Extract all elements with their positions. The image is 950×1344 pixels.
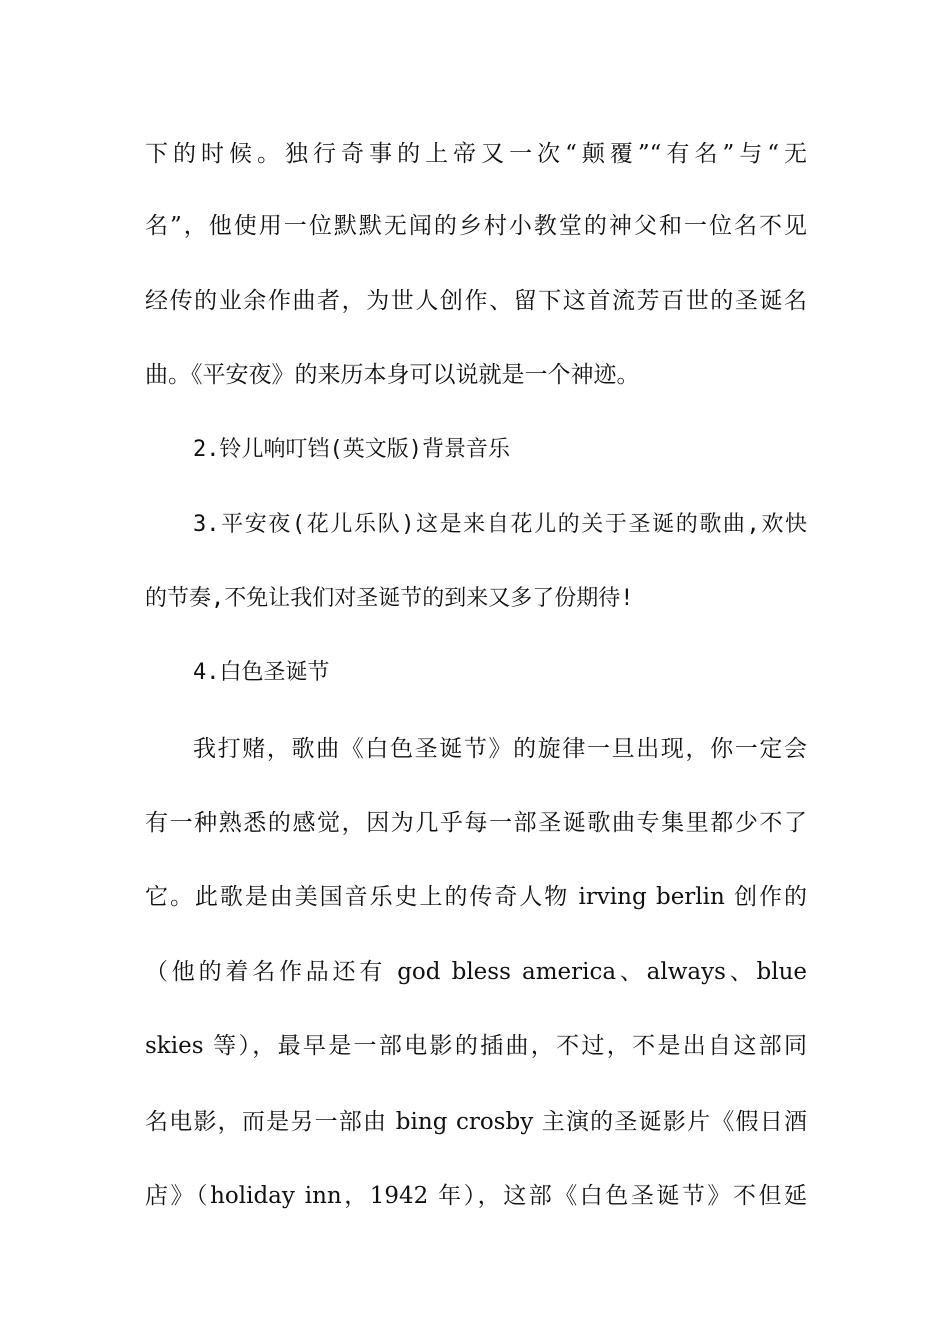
text-line: 名”，他使用一位默默无闻的乡村小教堂的神父和一位名不见 (145, 213, 807, 239)
text-line: 名电影，而是另一部由 bing crosby 主演的圣诞影片《假日酒 (145, 1109, 807, 1135)
text-line: 我打赌，歌曲《白色圣诞节》的旋律一旦出现，你一定会 (193, 736, 807, 762)
list-item-heading: 3.平安夜(花儿乐队)这是来自花儿的关于圣诞的歌曲,欢快 (193, 512, 807, 537)
text-line: 它。此歌是由美国音乐史上的传奇人物 irving berlin 创作的 (145, 884, 807, 910)
list-item-heading: 4.白色圣诞节 (193, 660, 330, 685)
text-line: skies 等），最早是一部电影的插曲，不过，不是出自这部同 (145, 1033, 807, 1059)
text-line: 有一种熟悉的感觉，因为几乎每一部圣诞歌曲专集里都少不了 (145, 810, 807, 836)
text-line: 店》（holiday inn，1942 年），这部《白色圣诞节》不但延 (145, 1183, 807, 1209)
list-item-heading: 2.铃儿响叮铛(英文版)背景音乐 (193, 437, 510, 462)
text-line: 下的时候。独行奇事的上帝又一次“颠覆”“有名”与“无 (145, 141, 807, 167)
text-line: 经传的业余作曲者，为世人创作、留下这首流芳百世的圣诞名 (145, 288, 807, 314)
text-line: 曲。《平安夜》的来历本身可以说就是一个神迹。 (145, 362, 640, 388)
text-line: （他的着名作品还有 god bless america、always、blue (145, 959, 807, 985)
text-line: 的节奏,不免让我们对圣诞节的到来又多了份期待! (145, 586, 634, 611)
